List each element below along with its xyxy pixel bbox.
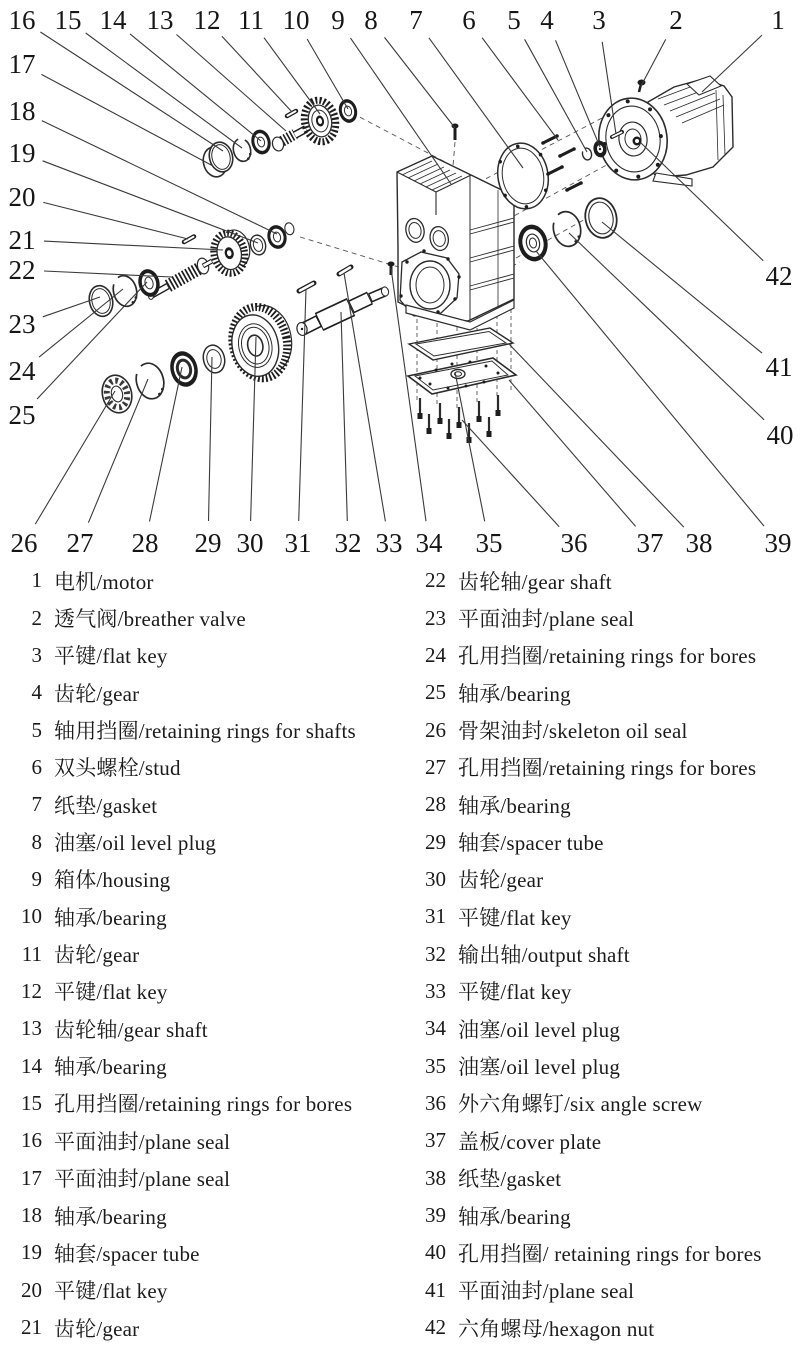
parts-list-item <box>14 1085 418 1122</box>
leader-21 <box>44 241 223 250</box>
part-label: 油塞/oil level plug <box>458 1017 621 1042</box>
callout-37: 37 <box>636 528 664 558</box>
bearing-18 <box>265 221 298 251</box>
part-label: 电机/motor <box>54 569 154 594</box>
part-number: 15 <box>21 1090 42 1115</box>
callout-23: 23 <box>8 309 36 339</box>
part-label: 孔用挡圈/retaining rings for bores <box>458 756 757 781</box>
part-number: 9 <box>31 866 42 891</box>
part-label: 六角螺母/hexagon nut <box>458 1316 655 1341</box>
part-label: 纸垫/gasket <box>458 1167 562 1192</box>
parts-list-item <box>418 935 800 972</box>
part-number: 40 <box>425 1240 446 1265</box>
part-number: 8 <box>31 829 42 854</box>
parts-list-item <box>14 1122 418 1159</box>
part-label: 平面油封/plane seal <box>458 607 635 632</box>
part-label: 齿轮轴/gear shaft <box>54 1017 208 1042</box>
callout-22: 22 <box>8 255 36 285</box>
parts-list-item <box>14 711 418 748</box>
part-label: 轴承/bearing <box>54 905 167 930</box>
parts-list-item <box>418 637 800 674</box>
part-number: 29 <box>425 829 446 854</box>
bearing-14 <box>249 128 273 157</box>
part-number: 13 <box>21 1016 42 1041</box>
part-label: 平面油封/plane seal <box>54 1167 231 1192</box>
hexagon-nut-42 <box>633 137 642 146</box>
parts-list-item <box>14 749 418 786</box>
leader-24 <box>39 289 123 357</box>
callout-30: 30 <box>236 528 264 558</box>
part-label: 齿轮/gear <box>458 868 544 893</box>
parts-list-item <box>14 1272 418 1309</box>
parts-list-item <box>14 1010 418 1047</box>
bottom-cover-group <box>408 328 516 443</box>
part-number: 35 <box>425 1053 446 1078</box>
parts-list-item <box>418 1010 800 1047</box>
parts-list-item <box>14 861 418 898</box>
part-number: 18 <box>21 1203 42 1228</box>
callout-27: 27 <box>66 528 94 558</box>
callout-21: 21 <box>8 225 36 255</box>
parts-list-item <box>418 1309 800 1346</box>
part-label: 齿轮/gear <box>54 681 140 706</box>
part-label: 骨架油封/skeleton oil seal <box>458 719 688 744</box>
part-number: 11 <box>21 941 42 966</box>
callout-38: 38 <box>685 528 713 558</box>
leader-9 <box>351 38 452 184</box>
cover-plate-37 <box>408 358 516 394</box>
exploded-diagram <box>0 0 800 560</box>
part-number: 20 <box>21 1277 42 1302</box>
leader-1 <box>702 35 762 92</box>
part-label: 透气阀/breather valve <box>54 607 246 632</box>
callout-10: 10 <box>282 5 310 35</box>
callout-2: 2 <box>669 5 683 35</box>
callout-18: 18 <box>8 96 36 126</box>
parts-list-item <box>418 1085 800 1122</box>
part-number: 30 <box>425 866 446 891</box>
part-label: 齿轮轴/gear shaft <box>458 569 612 594</box>
housing-9 <box>388 124 515 331</box>
part-label: 孔用挡圈/retaining rings for bores <box>458 644 757 669</box>
retaining-ring-5 <box>581 147 592 161</box>
part-number: 22 <box>425 568 446 593</box>
part-label: 轴承/bearing <box>458 681 571 706</box>
part-label: 轴承/bearing <box>458 793 571 818</box>
parts-list-item <box>14 1234 418 1271</box>
parts-list-right-column <box>418 562 800 1346</box>
leader-10 <box>307 39 348 109</box>
motor-assembly <box>581 76 733 186</box>
parts-list-item <box>14 1160 418 1197</box>
leader-15 <box>86 33 242 148</box>
plane-seal-23 <box>86 283 116 319</box>
callout-15: 15 <box>54 5 82 35</box>
flat-key-33 <box>339 267 351 274</box>
leader-2 <box>641 39 666 86</box>
callout-31: 31 <box>284 528 312 558</box>
part-label: 孔用挡圈/ retaining rings for bores <box>458 1241 762 1266</box>
callout-39: 39 <box>764 528 792 558</box>
part-label: 平键/flat key <box>458 905 572 930</box>
callout-5: 5 <box>507 5 521 35</box>
part-label: 纸垫/gasket <box>54 793 158 818</box>
leader-12 <box>222 36 292 112</box>
part-number: 31 <box>425 904 446 929</box>
part-number: 19 <box>21 1240 42 1265</box>
leader-39 <box>536 251 764 526</box>
part-label: 平键/flat key <box>458 980 572 1005</box>
parts-list-item <box>418 1047 800 1084</box>
gear-11 <box>300 97 339 145</box>
parts-list-item <box>14 1309 418 1346</box>
parts-list-item <box>14 562 418 599</box>
parts-list-item <box>14 786 418 823</box>
parts-list-item <box>418 823 800 860</box>
callout-40: 40 <box>766 420 794 450</box>
parts-list-item <box>418 898 800 935</box>
part-number: 16 <box>21 1128 42 1153</box>
callout-16: 16 <box>8 5 36 35</box>
parts-list-item <box>418 1272 800 1309</box>
part-number: 3 <box>31 642 42 667</box>
part-label: 齿轮/gear <box>54 943 140 968</box>
parts-list-item <box>418 562 800 599</box>
part-number: 2 <box>31 605 42 630</box>
part-number: 25 <box>425 680 446 705</box>
parts-list-item <box>418 1197 800 1234</box>
parts-list-left-column <box>0 562 418 1346</box>
callout-4: 4 <box>540 5 554 35</box>
parts-list-item <box>14 935 418 972</box>
callout-35: 35 <box>475 528 503 558</box>
callout-41: 41 <box>765 352 793 382</box>
part-number: 1 <box>31 568 42 593</box>
callout-17: 17 <box>8 49 36 79</box>
part-label: 轴套/spacer tube <box>458 831 604 856</box>
gear-30 <box>225 301 299 384</box>
retaining-ring-15 <box>231 137 253 163</box>
callout-3: 3 <box>592 5 606 35</box>
callout-36: 36 <box>560 528 588 558</box>
part-label: 平键/flat key <box>54 644 168 669</box>
callout-1: 1 <box>771 5 785 35</box>
part-label: 输出轴/output shaft <box>458 943 630 968</box>
parts-list-item <box>418 599 800 636</box>
leader-28 <box>150 367 183 522</box>
part-label: 轴承/bearing <box>54 1204 167 1229</box>
leader-11 <box>264 38 320 114</box>
parts-list-item <box>14 637 418 674</box>
callout-13: 13 <box>146 5 174 35</box>
six-angle-screws-36 <box>418 395 501 443</box>
part-number: 41 <box>425 1277 446 1302</box>
part-label: 轴承/bearing <box>54 1055 167 1080</box>
parts-list-item <box>418 674 800 711</box>
part-number: 4 <box>31 680 42 705</box>
part-label: 平键/flat key <box>54 980 168 1005</box>
callout-24: 24 <box>8 356 36 386</box>
callout-32: 32 <box>334 528 362 558</box>
part-label: 盖板/cover plate <box>458 1129 602 1154</box>
leader-6 <box>482 38 558 140</box>
bearing-10 <box>336 97 359 125</box>
callout-28: 28 <box>131 528 159 558</box>
part-label: 孔用挡圈/retaining rings for bores <box>54 1092 353 1117</box>
part-number: 26 <box>425 717 446 742</box>
leader-37 <box>509 380 636 526</box>
gasket-38 <box>409 328 513 360</box>
retaining-ring-27 <box>133 360 168 401</box>
callout-7: 7 <box>409 5 423 35</box>
gear-21 <box>209 227 254 276</box>
parts-list-item <box>418 861 800 898</box>
part-number: 38 <box>425 1165 446 1190</box>
part-label: 轴用挡圈/retaining rings for shafts <box>54 719 356 744</box>
callout-19: 19 <box>8 138 36 168</box>
leader-14 <box>130 34 261 141</box>
callout-33: 33 <box>375 528 403 558</box>
callout-25: 25 <box>8 400 36 430</box>
part-label: 双头螺栓/stud <box>54 756 181 781</box>
parts-list-item <box>418 786 800 823</box>
part-number: 6 <box>31 754 42 779</box>
callout-9: 9 <box>331 5 345 35</box>
callout-34: 34 <box>415 528 443 558</box>
part-number: 23 <box>425 605 446 630</box>
parts-list-item <box>14 1047 418 1084</box>
callout-29: 29 <box>194 528 222 558</box>
part-number: 24 <box>425 642 446 667</box>
part-number: 33 <box>425 978 446 1003</box>
part-number: 5 <box>31 717 42 742</box>
part-label: 轴承/bearing <box>458 1204 571 1229</box>
part-number: 28 <box>425 792 446 817</box>
retaining-ring-24 <box>110 273 140 309</box>
leader-7 <box>429 38 523 168</box>
part-number: 12 <box>21 978 42 1003</box>
part-number: 34 <box>425 1016 446 1041</box>
callout-14: 14 <box>99 5 127 35</box>
part-label: 油塞/oil level plug <box>54 831 217 856</box>
bearing-39 <box>515 222 551 264</box>
output-shaft-32 <box>296 286 390 336</box>
parts-list-item <box>418 1160 800 1197</box>
part-number: 14 <box>21 1053 42 1078</box>
part-number: 10 <box>21 904 42 929</box>
part-number: 36 <box>425 1090 446 1115</box>
callout-11: 11 <box>238 5 264 35</box>
part-label: 箱体/housing <box>54 868 171 893</box>
leader-26 <box>35 391 115 524</box>
leader-33 <box>344 273 385 521</box>
parts-list-item <box>418 973 800 1010</box>
parts-list-item <box>418 1122 800 1159</box>
parts-list-item <box>418 749 800 786</box>
leader-8 <box>385 37 456 128</box>
part-label: 油塞/oil level plug <box>458 1055 621 1080</box>
bearing-28 <box>167 348 202 389</box>
spacer-tube-19 <box>248 233 267 256</box>
part-number: 27 <box>425 754 446 779</box>
leader-35 <box>455 372 485 521</box>
parts-list-item <box>14 973 418 1010</box>
leader-36 <box>462 420 559 527</box>
callout-20: 20 <box>8 182 36 212</box>
plane-seal-41 <box>582 195 621 241</box>
parts-list-item <box>14 898 418 935</box>
part-number: 39 <box>425 1203 446 1228</box>
flat-key-20 <box>184 237 194 243</box>
part-label: 轴套/spacer tube <box>54 1241 200 1266</box>
spacer-tube-29 <box>200 343 227 375</box>
part-label: 外六角螺钉/six angle screw <box>458 1092 703 1117</box>
part-number: 7 <box>31 792 42 817</box>
parts-list <box>0 562 800 1346</box>
part-number: 17 <box>21 1165 42 1190</box>
part-number: 32 <box>425 941 446 966</box>
part-number: 21 <box>21 1315 42 1340</box>
callout-8: 8 <box>364 5 378 35</box>
part-label: 平面油封/plane seal <box>54 1129 231 1154</box>
part-label: 平面油封/plane seal <box>458 1279 635 1304</box>
parts-list-item <box>14 823 418 860</box>
parts-list-item <box>14 599 418 636</box>
callout-42: 42 <box>765 261 793 291</box>
leader-32 <box>341 312 347 521</box>
parts-list-item <box>418 711 800 748</box>
parts-list-item <box>14 1197 418 1234</box>
parts-list-item <box>418 1234 800 1271</box>
oil-plug-8 <box>452 124 459 141</box>
part-number: 37 <box>425 1128 446 1153</box>
callout-6: 6 <box>462 5 476 35</box>
callout-26: 26 <box>10 528 38 558</box>
part-number: 42 <box>425 1315 446 1340</box>
part-label: 齿轮/gear <box>54 1316 140 1341</box>
callout-12: 12 <box>193 5 221 35</box>
part-label: 平键/flat key <box>54 1279 168 1304</box>
gear-shaft-13 <box>271 127 311 153</box>
parts-list-item <box>14 674 418 711</box>
input-shaft-chain <box>200 97 359 179</box>
leader-29 <box>209 357 213 521</box>
